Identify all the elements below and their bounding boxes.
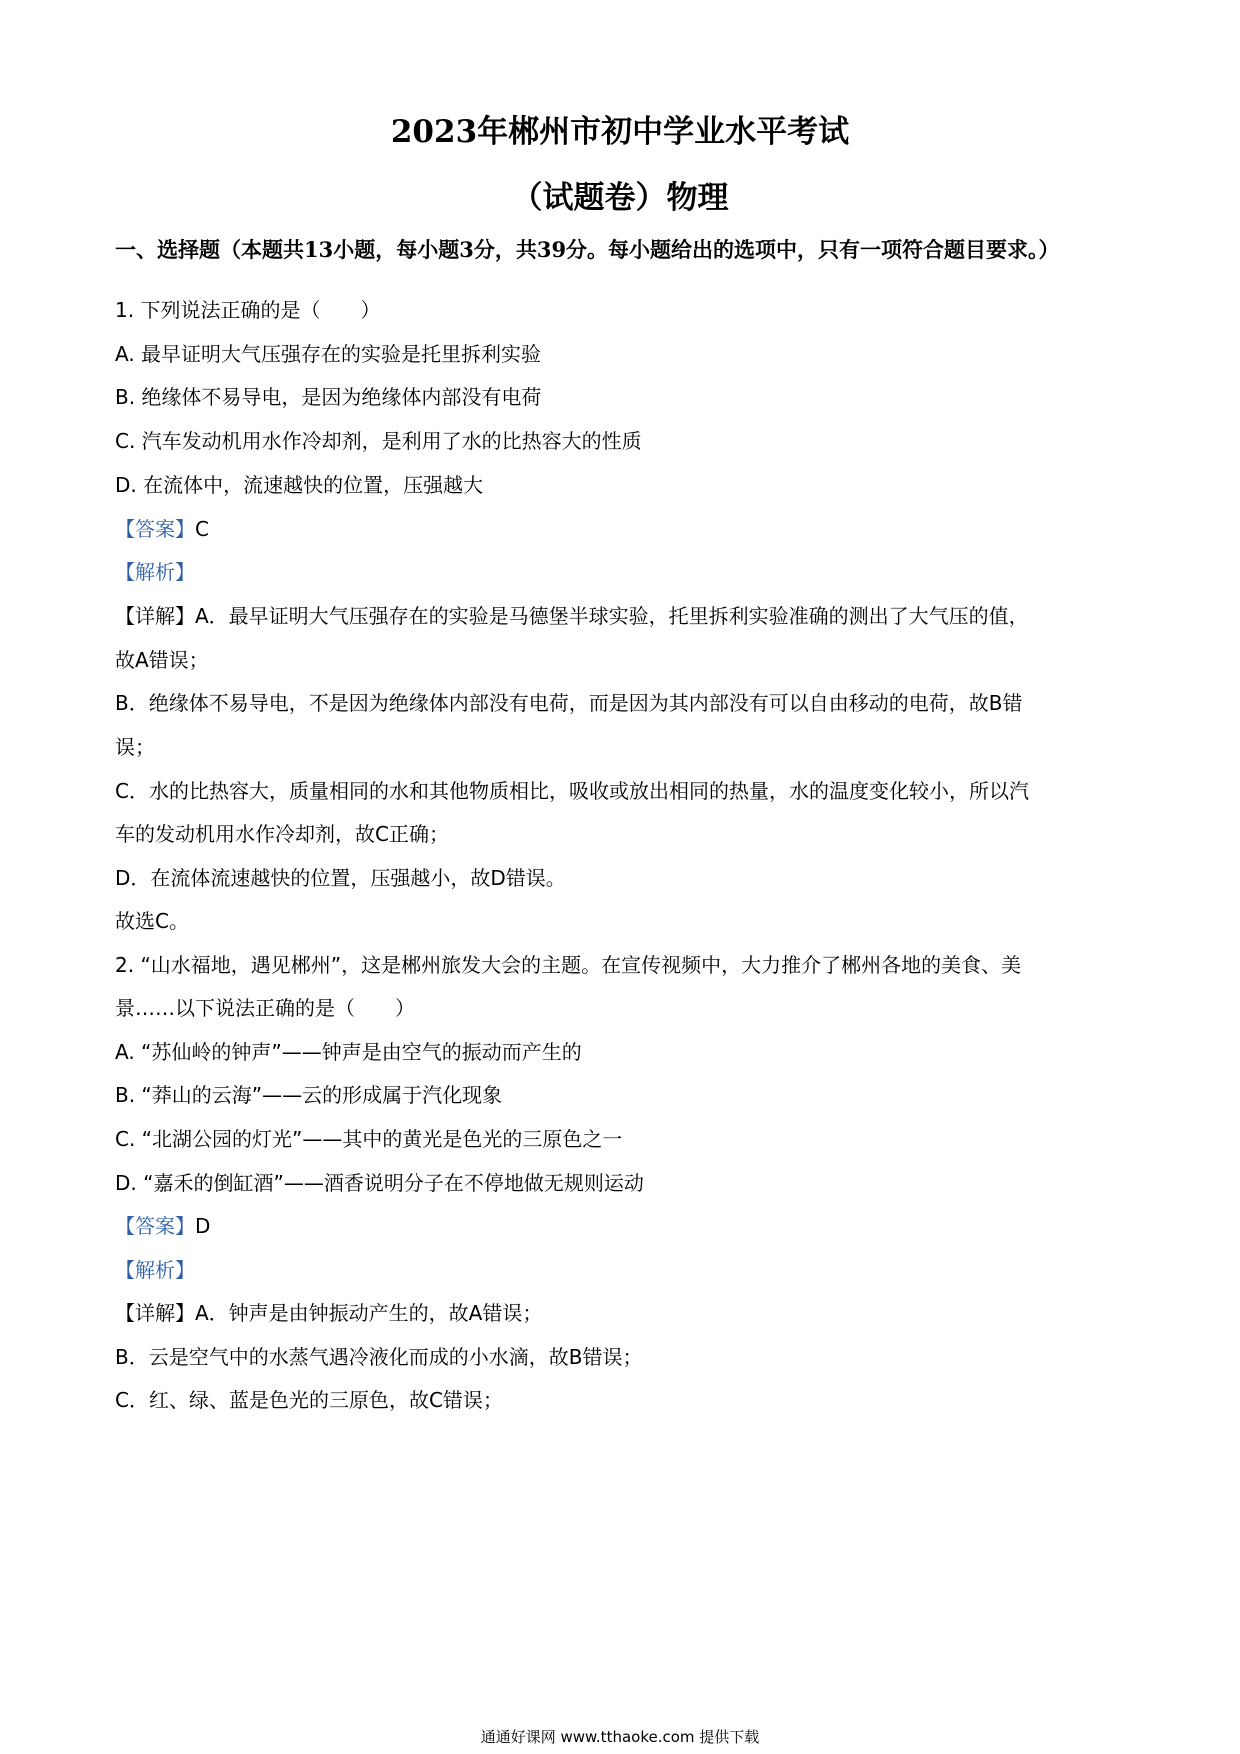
q1-detail-line: D．在流体流速越快的位置，压强越小，故D错误。 (115, 866, 566, 890)
q1-analysis-tag (115, 557, 195, 587)
q1-answer-value: C (195, 517, 209, 541)
section-heading: 一、选择题（本题共13小题，每小题3分，共39分。每小题给出的选项中，只有一项符合题目要求。） (115, 237, 1060, 262)
q2-option-b: B. “莽山的云海”——云的形成属于汽化现象 (115, 1083, 503, 1107)
q1-detail-line: B．绝缘体不易导电，不是因为绝缘体内部没有电荷，而是因为其内部没有可以自由移动的电荷，故B错 (115, 691, 1023, 715)
detail-tag: 【详解】 (115, 1301, 195, 1325)
q1-stem: 1. 下列说法正确的是（ ） (115, 298, 381, 322)
page-title: 2023年郴州市初中学业水平考试 (390, 114, 850, 150)
q1-option-b: B. 绝缘体不易导电，是因为绝缘体内部没有电荷 (115, 385, 542, 409)
q2-stem: 2. “山水福地，遇见郴州”，这是郴州旅发大会的主题。在宣传视频中，大力推介了郴州各地的美食、美 (115, 953, 1022, 977)
q2-detail-line (115, 1298, 542, 1328)
analysis-tag: 【解析】 (115, 560, 195, 584)
q1-option-c: C. 汽车发动机用水作冷却剂，是利用了水的比热容大的性质 (115, 429, 642, 453)
detail-tag: 【详解】 (115, 604, 195, 628)
q1-option-d: D. 在流体中，流速越快的位置，压强越大 (115, 473, 484, 497)
q1-detail-text: A．最早证明大气压强存在的实验是马德堡半球实验，托里拆利实验准确的测出了大气压的值， (195, 604, 1029, 628)
q2-option-a: A. “苏仙岭的钟声”——钟声是由空气的振动而产生的 (115, 1040, 582, 1064)
q1-conclusion: 故选C。 (115, 909, 189, 933)
analysis-tag: 【解析】 (115, 1258, 195, 1282)
q2-option-c: C. “北湖公园的灯光”——其中的黄光是色光的三原色之一 (115, 1127, 623, 1151)
q1-option-a: A. 最早证明大气压强存在的实验是托里拆利实验 (115, 342, 542, 366)
page-subtitle: （试题卷）物理 (511, 180, 729, 216)
q1-detail-line: 误； (115, 735, 155, 759)
q1-detail-line: C．水的比热容大，质量相同的水和其他物质相比，吸收或放出相同的热量，水的温度变化较小，所以汽 (115, 779, 1029, 803)
q2-detail-line: B．云是空气中的水蒸气遇冷液化而成的小水滴，故B错误； (115, 1345, 643, 1369)
q1-answer (115, 514, 209, 544)
q1-detail-line: 车的发动机用水作冷却剂，故C正确； (115, 822, 449, 846)
q2-analysis-tag (115, 1255, 195, 1285)
q2-answer (115, 1211, 210, 1241)
answer-tag: 【答案】 (115, 517, 195, 541)
q2-detail-text: A．钟声是由钟振动产生的，故A错误； (195, 1301, 543, 1325)
answer-tag: 【答案】 (115, 1214, 195, 1238)
q2-answer-value: D (195, 1214, 211, 1238)
q2-detail-line: C．红、绿、蓝是色光的三原色，故C错误； (115, 1388, 503, 1412)
page-footer: 通通好课网 www.tthaoke.com 提供下载 (480, 1728, 760, 1746)
q2-option-d: D. “嘉禾的倒缸酒”——酒香说明分子在不停地做无规则运动 (115, 1171, 644, 1195)
q1-detail-line: 故A错误； (115, 648, 209, 672)
q2-stem: 景……以下说法正确的是（ ） (115, 996, 415, 1020)
q1-detail-line (115, 601, 1029, 631)
